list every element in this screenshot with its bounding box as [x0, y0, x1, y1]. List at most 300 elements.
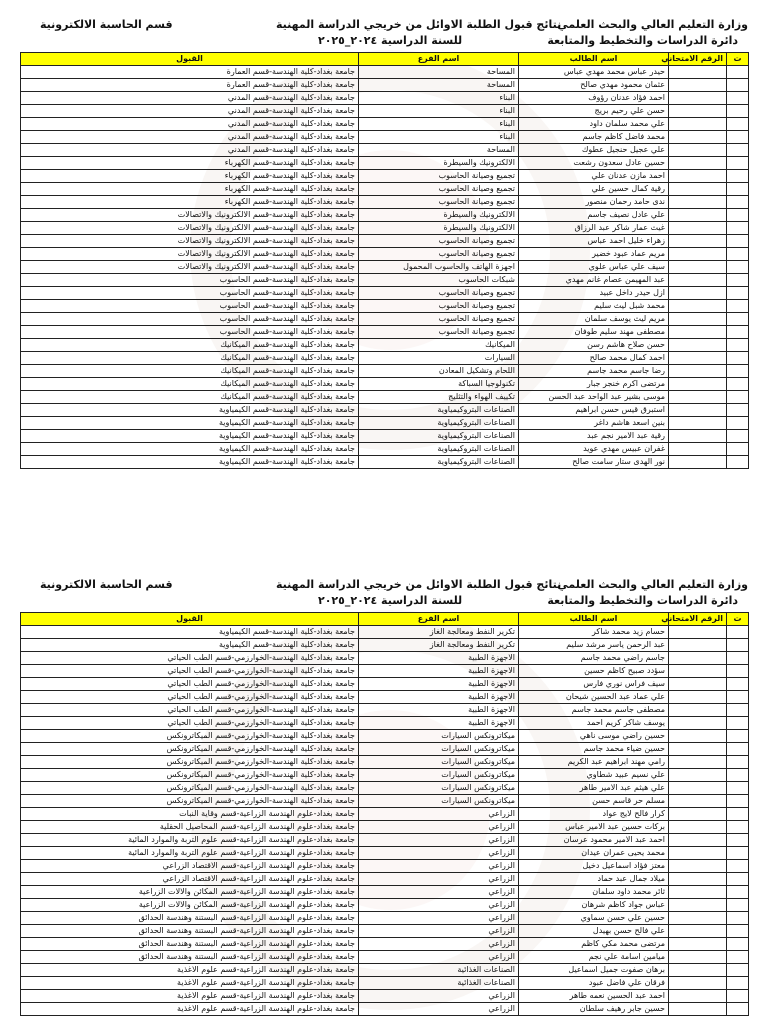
cell-acceptance: جامعة بغداد-كلية الهندسة-قسم الميكانيك — [21, 391, 359, 404]
table-row — [21, 847, 749, 860]
cell-branch: الاجهزة الطبية — [359, 652, 519, 665]
ministry-name: وزارة التعليم العالي والبحث العلمي — [557, 18, 748, 31]
cell-no — [727, 665, 749, 678]
cell-exam-number — [669, 326, 727, 339]
cell-acceptance: جامعة بغداد-كلية الهندسة-الخوارزمي-قسم الطب الحياتي — [21, 704, 359, 717]
cell-acceptance: جامعة بغداد-كلية الهندسة-الخوارزمي-قسم الطب الحياتي — [21, 678, 359, 691]
cell-acceptance: جامعة بغداد-كلية الهندسة-قسم العمارة — [21, 66, 359, 79]
table-row — [21, 652, 749, 665]
cell-branch: ميكاترونكس السيارات — [359, 769, 519, 782]
table-row — [21, 860, 749, 873]
cell-branch: الزراعي — [359, 925, 519, 938]
cell-exam-number — [669, 352, 727, 365]
cell-no — [727, 964, 749, 977]
cell-student-name: مريم ليث يوسف سلمان — [519, 313, 669, 326]
table-row — [21, 743, 749, 756]
cell-student-name: رقية عبد الامير نجم عبد — [519, 430, 669, 443]
cell-no — [727, 417, 749, 430]
cell-exam-number — [669, 756, 727, 769]
cell-branch: اجهزة الهاتف والحاسوب المحمول — [359, 261, 519, 274]
cell-acceptance: جامعة بغداد-كلية الهندسة-قسم الكهرباء — [21, 157, 359, 170]
cell-exam-number — [669, 105, 727, 118]
cell-branch: تجميع وصيانة الحاسوب — [359, 248, 519, 261]
cell-student-name: حسين عادل سعدون رشعت — [519, 157, 669, 170]
cell-student-name: موسى بشير عبد الواحد عبد الحسن — [519, 391, 669, 404]
cell-exam-number — [669, 430, 727, 443]
table-row — [21, 118, 749, 131]
cell-branch: اللحام وتشكيل المعادن — [359, 365, 519, 378]
table-header-row — [21, 613, 749, 626]
cell-student-name: احمد عبد الحسين نعمه طاهر — [519, 990, 669, 1003]
cell-acceptance: جامعة بغداد-علوم الهندسة الزراعية-قسم علوم الاغذية — [21, 977, 359, 990]
cell-acceptance: جامعة بغداد-علوم الهندسة الزراعية-قسم المكائن والالات الزراعية — [21, 899, 359, 912]
cell-branch: الزراعي — [359, 808, 519, 821]
cell-no — [727, 274, 749, 287]
column-header-branch: اسم الفرع — [359, 53, 519, 66]
cell-student-name: سيف علي عباس علوي — [519, 261, 669, 274]
cell-exam-number — [669, 717, 727, 730]
cell-branch: تجميع وصيانة الحاسوب — [359, 287, 519, 300]
cell-no — [727, 678, 749, 691]
cell-no — [727, 131, 749, 144]
cell-student-name: محمد فاضل كاظم جاسم — [519, 131, 669, 144]
cell-no — [727, 899, 749, 912]
table-row — [21, 977, 749, 990]
table-row — [21, 79, 749, 92]
table-row — [21, 456, 749, 469]
cell-acceptance: جامعة بغداد-علوم الهندسة الزراعية-قسم علوم الاغذية — [21, 1003, 359, 1016]
cell-no — [727, 313, 749, 326]
cell-student-name: علي عماد عبد الحسين شيحان — [519, 691, 669, 704]
cell-no — [727, 79, 749, 92]
cell-acceptance: جامعة بغداد-كلية الهندسة-قسم الحاسوب — [21, 313, 359, 326]
table-row — [21, 626, 749, 639]
column-header-student-name: اسم الطالب — [519, 613, 669, 626]
cell-branch: شبكات الحاسوب — [359, 274, 519, 287]
cell-branch: الالكترونيك والسيطرة — [359, 222, 519, 235]
cell-student-name: علي نسيم عبيد شطاوي — [519, 769, 669, 782]
cell-branch: الاجهزة الطبية — [359, 691, 519, 704]
cell-exam-number — [669, 678, 727, 691]
table-row — [21, 105, 749, 118]
table-row — [21, 261, 749, 274]
cell-exam-number — [669, 990, 727, 1003]
cell-acceptance: جامعة بغداد-علوم الهندسة الزراعية-قسم المحاصيل الحقلية — [21, 821, 359, 834]
cell-branch: الصناعات البتروكيمياوية — [359, 430, 519, 443]
cell-no — [727, 365, 749, 378]
table-body — [21, 66, 749, 469]
cell-student-name: احمد كمال محمد صالح — [519, 352, 669, 365]
cell-no — [727, 144, 749, 157]
table-row — [21, 769, 749, 782]
cell-student-name: حسين جابر رهيف سلطان — [519, 1003, 669, 1016]
table-row — [21, 691, 749, 704]
cell-student-name: احمد فؤاد عدنان رؤوف — [519, 92, 669, 105]
cell-student-name: علي محمد سلمان داود — [519, 118, 669, 131]
cell-student-name: غفران عبيس مهدي عويد — [519, 443, 669, 456]
cell-exam-number — [669, 66, 727, 79]
cell-no — [727, 925, 749, 938]
cell-no — [727, 782, 749, 795]
cell-student-name: بركات حسين عبد الامير عباس — [519, 821, 669, 834]
directorate-name: دائرة الدراسات والتخطيط والمتابعة — [547, 34, 738, 47]
cell-branch: الزراعي — [359, 899, 519, 912]
table-row — [21, 951, 749, 964]
cell-student-name: حسين ضياء محمد جاسم — [519, 743, 669, 756]
table-row — [21, 730, 749, 743]
cell-exam-number — [669, 886, 727, 899]
cell-exam-number — [669, 821, 727, 834]
table-row — [21, 209, 749, 222]
column-header-acceptance: القبول — [21, 53, 359, 66]
cell-no — [727, 404, 749, 417]
cell-student-name: برهان صفوت جميل اسماعيل — [519, 964, 669, 977]
cell-acceptance: جامعة بغداد-كلية الهندسة-قسم الكيمياوية — [21, 626, 359, 639]
cell-acceptance: جامعة بغداد-كلية الهندسة-الخوارزمي-قسم الميكاترونكس — [21, 743, 359, 756]
table-row — [21, 378, 749, 391]
cell-exam-number — [669, 977, 727, 990]
table-row — [21, 144, 749, 157]
cell-exam-number — [669, 743, 727, 756]
cell-student-name: مرتضى اكرم خنجر جبار — [519, 378, 669, 391]
cell-no — [727, 92, 749, 105]
cell-no — [727, 938, 749, 951]
cell-student-name: عبد المهيمن عصام غانم مهدي — [519, 274, 669, 287]
cell-no — [727, 795, 749, 808]
cell-no — [727, 912, 749, 925]
cell-branch: الاجهزة الطبية — [359, 717, 519, 730]
cell-student-name: زهراء خليل احمد عباس — [519, 235, 669, 248]
cell-student-name: علي عادل نصيف جاسم — [519, 209, 669, 222]
cell-student-name: ندى حامد رحمان منصور — [519, 196, 669, 209]
column-header-acceptance: القبول — [21, 613, 359, 626]
cell-no — [727, 287, 749, 300]
cell-branch: البناء — [359, 92, 519, 105]
cell-branch: البناء — [359, 118, 519, 131]
cell-acceptance: جامعة بغداد-علوم الهندسة الزراعية-قسم علوم التربة والموارد المائية — [21, 847, 359, 860]
cell-exam-number — [669, 795, 727, 808]
cell-branch: الصناعات البتروكيمياوية — [359, 456, 519, 469]
cell-acceptance: جامعة بغداد-كلية الهندسة-الخوارزمي-قسم الطب الحياتي — [21, 665, 359, 678]
cell-branch: البناء — [359, 131, 519, 144]
cell-exam-number — [669, 899, 727, 912]
cell-branch: تكنولوجيا السباكة — [359, 378, 519, 391]
cell-no — [727, 105, 749, 118]
cell-no — [727, 378, 749, 391]
cell-student-name: حيدر عباس محمد مهدي عباس — [519, 66, 669, 79]
cell-student-name: مسلم حر قاسم حسن — [519, 795, 669, 808]
cell-branch: تجميع وصيانة الحاسوب — [359, 183, 519, 196]
cell-student-name: حسن علي رحيم بريج — [519, 105, 669, 118]
table-row — [21, 899, 749, 912]
cell-exam-number — [669, 365, 727, 378]
document-title: نتائج قبول الطلبة الاوائل من خريجي الدراسة المهنية — [276, 578, 562, 591]
cell-branch: الالكترونيك والسيطرة — [359, 209, 519, 222]
cell-branch: الالكترونيك والسيطرة — [359, 157, 519, 170]
cell-no — [727, 873, 749, 886]
cell-acceptance: جامعة بغداد-كلية الهندسة-الخوارزمي-قسم الميكاترونكس — [21, 769, 359, 782]
cell-branch: تجميع وصيانة الحاسوب — [359, 300, 519, 313]
cell-acceptance: جامعة بغداد-كلية الهندسة-قسم الالكترونيك والاتصالات — [21, 261, 359, 274]
cell-acceptance: جامعة بغداد-كلية الهندسة-قسم الالكترونيك والاتصالات — [21, 222, 359, 235]
table-row — [21, 717, 749, 730]
table-row — [21, 704, 749, 717]
cell-exam-number — [669, 79, 727, 92]
cell-student-name: حسام زيد محمد شاكر — [519, 626, 669, 639]
cell-acceptance: جامعة بغداد-كلية الهندسة-الخوارزمي-قسم الطب الحياتي — [21, 652, 359, 665]
cell-branch: المساحة — [359, 66, 519, 79]
cell-student-name: نور الهدى ستار سامت صالح — [519, 456, 669, 469]
cell-student-name: عثمان محمود مهدي صالح — [519, 79, 669, 92]
cell-student-name: عبد الرحمن ياسر مرشد سليم — [519, 639, 669, 652]
table-row — [21, 665, 749, 678]
cell-acceptance: جامعة بغداد-علوم الهندسة الزراعية-قسم المكائن والالات الزراعية — [21, 886, 359, 899]
cell-acceptance: جامعة بغداد-كلية الهندسة-قسم المدني — [21, 144, 359, 157]
cell-no — [727, 626, 749, 639]
cell-acceptance: جامعة بغداد-كلية الهندسة-الخوارزمي-قسم الميكاترونكس — [21, 756, 359, 769]
cell-branch: تجميع وصيانة الحاسوب — [359, 313, 519, 326]
cell-branch: الصناعات البتروكيمياوية — [359, 443, 519, 456]
table-row — [21, 404, 749, 417]
department-name: قسم الحاسبة الالكترونية — [40, 18, 173, 31]
cell-exam-number — [669, 730, 727, 743]
cell-no — [727, 157, 749, 170]
cell-exam-number — [669, 847, 727, 860]
table-row — [21, 157, 749, 170]
cell-branch: الزراعي — [359, 938, 519, 951]
cell-acceptance: جامعة بغداد-كلية الهندسة-قسم الالكترونيك والاتصالات — [21, 209, 359, 222]
cell-acceptance: جامعة بغداد-كلية الهندسة-قسم المدني — [21, 105, 359, 118]
table-row — [21, 313, 749, 326]
directorate-name: دائرة الدراسات والتخطيط والمتابعة — [547, 594, 738, 607]
cell-acceptance: جامعة بغداد-كلية الهندسة-قسم الكهرباء — [21, 196, 359, 209]
ministry-name: وزارة التعليم العالي والبحث العلمي — [557, 578, 748, 591]
cell-branch: الاجهزة الطبية — [359, 665, 519, 678]
cell-acceptance: جامعة بغداد-كلية الهندسة-قسم الميكانيك — [21, 365, 359, 378]
cell-no — [727, 951, 749, 964]
cell-no — [727, 743, 749, 756]
cell-no — [727, 886, 749, 899]
cell-no — [727, 235, 749, 248]
column-header-branch: اسم الفرع — [359, 613, 519, 626]
cell-no — [727, 66, 749, 79]
cell-exam-number — [669, 118, 727, 131]
cell-student-name: كرار فالح لايج عواد — [519, 808, 669, 821]
cell-exam-number — [669, 222, 727, 235]
cell-branch: الاجهزة الطبية — [359, 704, 519, 717]
cell-no — [727, 756, 749, 769]
cell-no — [727, 261, 749, 274]
cell-acceptance: جامعة بغداد-كلية الهندسة-قسم الميكانيك — [21, 378, 359, 391]
cell-exam-number — [669, 769, 727, 782]
cell-exam-number — [669, 391, 727, 404]
cell-exam-number — [669, 274, 727, 287]
cell-acceptance: جامعة بغداد-كلية الهندسة-قسم الالكترونيك والاتصالات — [21, 235, 359, 248]
cell-branch: المساحة — [359, 144, 519, 157]
cell-branch: تجميع وصيانة الحاسوب — [359, 326, 519, 339]
cell-exam-number — [669, 1003, 727, 1016]
cell-no — [727, 639, 749, 652]
cell-branch: الزراعي — [359, 860, 519, 873]
cell-branch: تجميع وصيانة الحاسوب — [359, 235, 519, 248]
cell-exam-number — [669, 691, 727, 704]
cell-exam-number — [669, 808, 727, 821]
cell-no — [727, 808, 749, 821]
cell-no — [727, 352, 749, 365]
document-page-2 — [0, 560, 768, 1024]
column-header-student-name: اسم الطالب — [519, 53, 669, 66]
cell-student-name: ثائر محمد داود سلمان — [519, 886, 669, 899]
cell-student-name: مصطفى جاسم محمد جاسم — [519, 704, 669, 717]
cell-acceptance: جامعة بغداد-كلية الهندسة-قسم الحاسوب — [21, 326, 359, 339]
cell-student-name: جاسم راضي محمد جاسم — [519, 652, 669, 665]
cell-exam-number — [669, 378, 727, 391]
cell-exam-number — [669, 183, 727, 196]
cell-no — [727, 977, 749, 990]
cell-exam-number — [669, 339, 727, 352]
cell-exam-number — [669, 313, 727, 326]
cell-exam-number — [669, 626, 727, 639]
cell-exam-number — [669, 131, 727, 144]
cell-acceptance: جامعة بغداد-كلية الهندسة-الخوارزمي-قسم الميكاترونكس — [21, 782, 359, 795]
cell-branch: تجميع وصيانة الحاسوب — [359, 196, 519, 209]
cell-acceptance: جامعة بغداد-كلية الهندسة-قسم الحاسوب — [21, 287, 359, 300]
cell-acceptance: جامعة بغداد-علوم الهندسة الزراعية-قسم وقاية النبات — [21, 808, 359, 821]
table-row — [21, 248, 749, 261]
cell-branch: الزراعي — [359, 821, 519, 834]
cell-acceptance: جامعة بغداد-كلية الهندسة-الخوارزمي-قسم الطب الحياتي — [21, 691, 359, 704]
cell-branch: ميكاترونكس السيارات — [359, 795, 519, 808]
cell-no — [727, 730, 749, 743]
cell-branch: الزراعي — [359, 834, 519, 847]
cell-no — [727, 170, 749, 183]
results-table — [20, 52, 749, 469]
cell-student-name: سيف فراس نوري فارس — [519, 678, 669, 691]
cell-exam-number — [669, 873, 727, 886]
cell-student-name: حسن صلاح هاشم رسن — [519, 339, 669, 352]
table-row — [21, 938, 749, 951]
cell-exam-number — [669, 860, 727, 873]
table-row — [21, 821, 749, 834]
cell-student-name: رضا جاسم محمد جاسم — [519, 365, 669, 378]
cell-exam-number — [669, 456, 727, 469]
cell-student-name: علي هيثم عبد الامير طاهر — [519, 782, 669, 795]
cell-student-name: محمد يحيى عمران عيدان — [519, 847, 669, 860]
cell-exam-number — [669, 235, 727, 248]
column-header-exam-number: الرقم الامتحاني — [669, 613, 727, 626]
cell-exam-number — [669, 261, 727, 274]
cell-branch: ميكاترونكس السيارات — [359, 756, 519, 769]
table-row — [21, 352, 749, 365]
table-row — [21, 417, 749, 430]
cell-acceptance: جامعة بغداد-كلية الهندسة-الخوارزمي-قسم الطب الحياتي — [21, 717, 359, 730]
table-row — [21, 222, 749, 235]
cell-branch: الزراعي — [359, 886, 519, 899]
column-header-no: ت — [727, 53, 749, 66]
cell-branch: السيارات — [359, 352, 519, 365]
column-header-exam-number: الرقم الامتحاني — [669, 53, 727, 66]
table-row — [21, 834, 749, 847]
cell-exam-number — [669, 652, 727, 665]
cell-acceptance: جامعة بغداد-كلية الهندسة-الخوارزمي-قسم الميكاترونكس — [21, 795, 359, 808]
cell-branch: المساحة — [359, 79, 519, 92]
table-header-row — [21, 53, 749, 66]
cell-exam-number — [669, 209, 727, 222]
table-row — [21, 274, 749, 287]
table-row — [21, 339, 749, 352]
cell-acceptance: جامعة بغداد-علوم الهندسة الزراعية-قسم الاقتصاد الزراعي — [21, 873, 359, 886]
cell-no — [727, 118, 749, 131]
table-row — [21, 92, 749, 105]
cell-student-name: مصطفى مهند سليم طوفان — [519, 326, 669, 339]
cell-student-name: مرتضى محمد مكي كاظم — [519, 938, 669, 951]
cell-student-name: علي فالح حسن بهيدل — [519, 925, 669, 938]
cell-no — [727, 834, 749, 847]
cell-acceptance: جامعة بغداد-كلية الهندسة-قسم الميكانيك — [21, 339, 359, 352]
cell-student-name: بنين اسعد هاشم داغر — [519, 417, 669, 430]
cell-acceptance: جامعة بغداد-كلية الهندسة-قسم الكيمياوية — [21, 404, 359, 417]
table-row — [21, 639, 749, 652]
cell-no — [727, 222, 749, 235]
cell-exam-number — [669, 951, 727, 964]
cell-exam-number — [669, 170, 727, 183]
page-header — [0, 560, 768, 612]
cell-acceptance: جامعة بغداد-كلية الهندسة-قسم الكيمياوية — [21, 430, 359, 443]
cell-exam-number — [669, 938, 727, 951]
table-row — [21, 196, 749, 209]
cell-no — [727, 339, 749, 352]
cell-exam-number — [669, 144, 727, 157]
cell-acceptance: جامعة بغداد-كلية الهندسة-قسم الكيمياوية — [21, 417, 359, 430]
cell-no — [727, 209, 749, 222]
cell-student-name: رامي مهند ابراهيم عبد الكريم — [519, 756, 669, 769]
table-row — [21, 365, 749, 378]
table-row — [21, 170, 749, 183]
cell-exam-number — [669, 300, 727, 313]
cell-student-name: رقية كمال حسين علي — [519, 183, 669, 196]
cell-exam-number — [669, 665, 727, 678]
cell-student-name: ميلاد جمال عبد حماد — [519, 873, 669, 886]
cell-exam-number — [669, 704, 727, 717]
department-name: قسم الحاسبة الالكترونية — [40, 578, 173, 591]
cell-acceptance: جامعة بغداد-علوم الهندسة الزراعية-قسم الاقتصاد الزراعي — [21, 860, 359, 873]
cell-student-name: احمد مازن عدنان علي — [519, 170, 669, 183]
cell-acceptance: جامعة بغداد-كلية الهندسة-قسم المدني — [21, 118, 359, 131]
cell-student-name: ميامين اسامة علي نجم — [519, 951, 669, 964]
cell-acceptance: جامعة بغداد-كلية الهندسة-قسم الميكانيك — [21, 352, 359, 365]
cell-branch: الزراعي — [359, 847, 519, 860]
table-row — [21, 391, 749, 404]
cell-no — [727, 326, 749, 339]
cell-branch: الاجهزة الطبية — [359, 678, 519, 691]
cell-acceptance: جامعة بغداد-كلية الهندسة-قسم الكيمياوية — [21, 443, 359, 456]
table-body — [21, 626, 749, 1016]
cell-branch: الصناعات البتروكيمياوية — [359, 404, 519, 417]
cell-exam-number — [669, 639, 727, 652]
cell-acceptance: جامعة بغداد-علوم الهندسة الزراعية-قسم البستنة وهندسة الحدائق — [21, 951, 359, 964]
page-header — [0, 0, 768, 52]
table-row — [21, 443, 749, 456]
cell-exam-number — [669, 925, 727, 938]
cell-exam-number — [669, 782, 727, 795]
cell-no — [727, 652, 749, 665]
cell-branch: ميكاترونكس السيارات — [359, 782, 519, 795]
cell-acceptance: جامعة بغداد-علوم الهندسة الزراعية-قسم البستنة وهندسة الحدائق — [21, 938, 359, 951]
document-title: نتائج قبول الطلبة الاوائل من خريجي الدراسة المهنية — [276, 18, 562, 31]
table-row — [21, 430, 749, 443]
cell-student-name: سؤدد صبيح كاظم حسين — [519, 665, 669, 678]
table-row — [21, 912, 749, 925]
